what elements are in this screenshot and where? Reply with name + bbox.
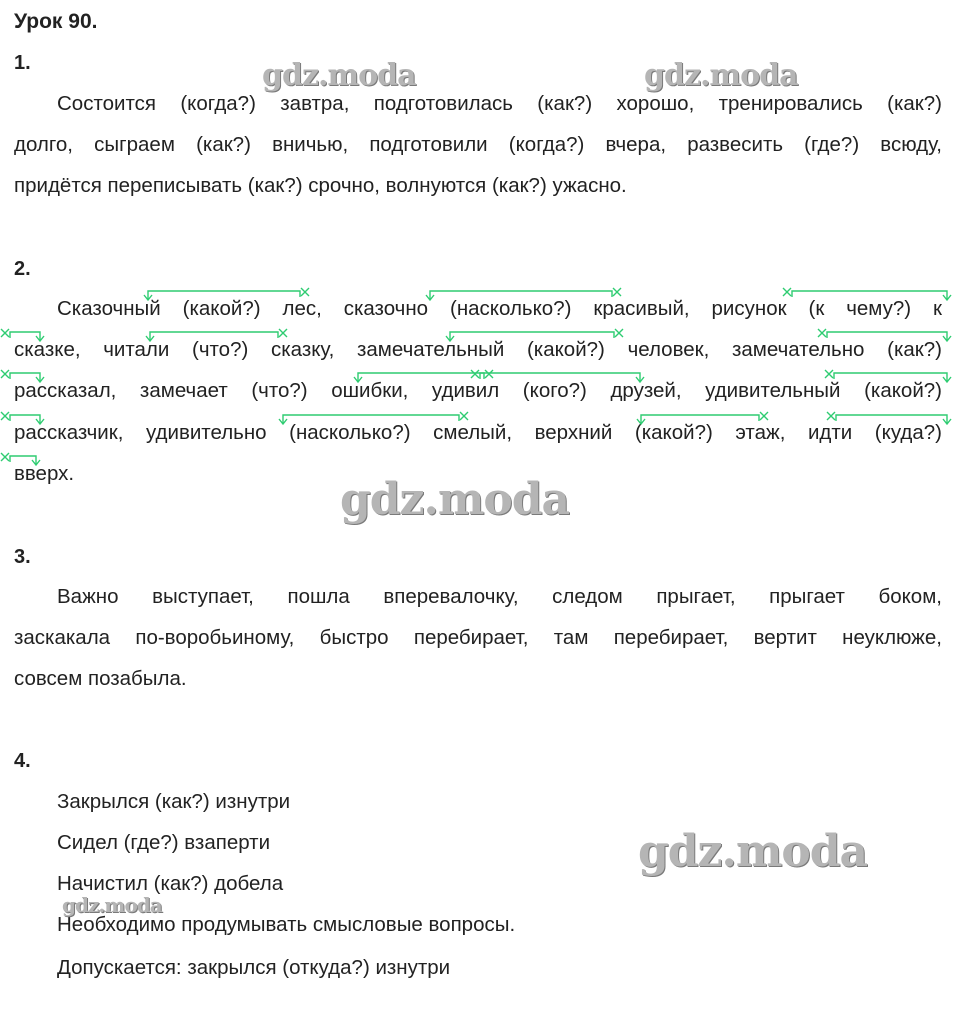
task-4-line-2: Сидел (где?) взаперти: [57, 831, 271, 854]
task-4-number: 4.: [14, 750, 31, 772]
dependency-arc: [641, 415, 759, 423]
task-2-number: 2.: [14, 258, 31, 280]
task-2-line-4: рассказчик, удивительно (насколько?) смелый, верхний (какой?) этаж, идти (куда?): [14, 421, 942, 444]
dependency-x-mark: [485, 370, 493, 378]
dependency-arc: [148, 291, 300, 299]
dependency-x-mark: [279, 329, 287, 337]
watermark-2: gdz.moda: [644, 58, 798, 93]
task-2-line-2: сказке, читали (что?) сказку, замечательный (какой?) человек, замечательно (как?): [14, 338, 942, 361]
task-3-line-3: совсем позабыла.: [14, 667, 187, 690]
task-1-line-1: Состоится (когда?) завтра, подготовилась (как?) хорошо, тренировались (как?): [57, 92, 942, 115]
lesson-title: Урок 90.: [14, 10, 98, 33]
task-4-line-5: Допускается: закрылся (откуда?) изнутри: [57, 956, 451, 979]
dependency-arc: [10, 373, 40, 381]
task-1-line-2: долго, сыграем (как?) вничью, подготовили (когда?) вчера, развесить (где?) всюду,: [14, 133, 942, 156]
task-4-line-4: Необходимо продумывать смысловые вопросы.: [57, 913, 516, 936]
dependency-x-mark: [460, 412, 468, 420]
dependency-x-mark: [760, 412, 768, 420]
dependency-arc: [827, 332, 947, 340]
task-2-line-5: вверх.: [14, 462, 75, 485]
dependency-arc: [10, 415, 40, 423]
task-3-line-1: Важно выступает, пошла вперевалочку, следом прыгает, прыгает боком,: [57, 585, 942, 608]
dependency-x-mark: [1, 370, 9, 378]
dependency-arc: [430, 291, 612, 299]
task-1-line-3: придётся переписывать (как?) срочно, волнуются (как?) ужасно.: [14, 174, 627, 197]
dependency-arc: [792, 291, 947, 299]
dependency-x-mark: [1, 329, 9, 337]
watermark-3: gdz.moda: [340, 474, 570, 525]
task-1-number: 1.: [14, 52, 31, 74]
dependency-x-mark: [827, 412, 835, 420]
dependency-x-mark: [783, 288, 791, 296]
dependency-x-mark: [471, 370, 479, 378]
dependency-x-mark: [301, 288, 309, 296]
dependency-arc: [358, 373, 484, 381]
dependency-arc: [150, 332, 278, 340]
task-2-line-3: рассказал, замечает (что?) ошибки, удивил (кого?) друзей, удивительный (какой?): [14, 379, 942, 402]
task-2-line-1: Сказочный (какой?) лес, сказочно (насколько?) красивый, рисунок (к чему?) к: [57, 297, 942, 320]
dependency-x-mark: [818, 329, 826, 337]
dependency-arc: [834, 373, 947, 381]
task-3-line-2: заскакала по-воробьиному, быстро перебирает, там перебирает, вертит неуклюже,: [14, 626, 942, 649]
dependency-arc: [450, 332, 614, 340]
dependency-arc: [10, 332, 40, 340]
dependency-x-mark: [1, 412, 9, 420]
dependency-arc: [283, 415, 459, 423]
task-4-line-3: Начистил (как?) добела: [57, 872, 284, 895]
task-4-line-1: Закрылся (как?) изнутри: [57, 790, 291, 813]
task-3-number: 3.: [14, 546, 31, 568]
dependency-arc: [836, 415, 947, 423]
watermark-4: gdz.moda: [638, 826, 868, 877]
dependency-x-mark: [825, 370, 833, 378]
watermark-5: gdz.moda: [62, 893, 162, 917]
watermark-1: gdz.moda: [262, 58, 416, 93]
dependency-x-mark: [615, 329, 623, 337]
dependency-arc: [480, 373, 640, 381]
dependency-x-mark: [613, 288, 621, 296]
dependency-x-mark: [1, 453, 9, 461]
